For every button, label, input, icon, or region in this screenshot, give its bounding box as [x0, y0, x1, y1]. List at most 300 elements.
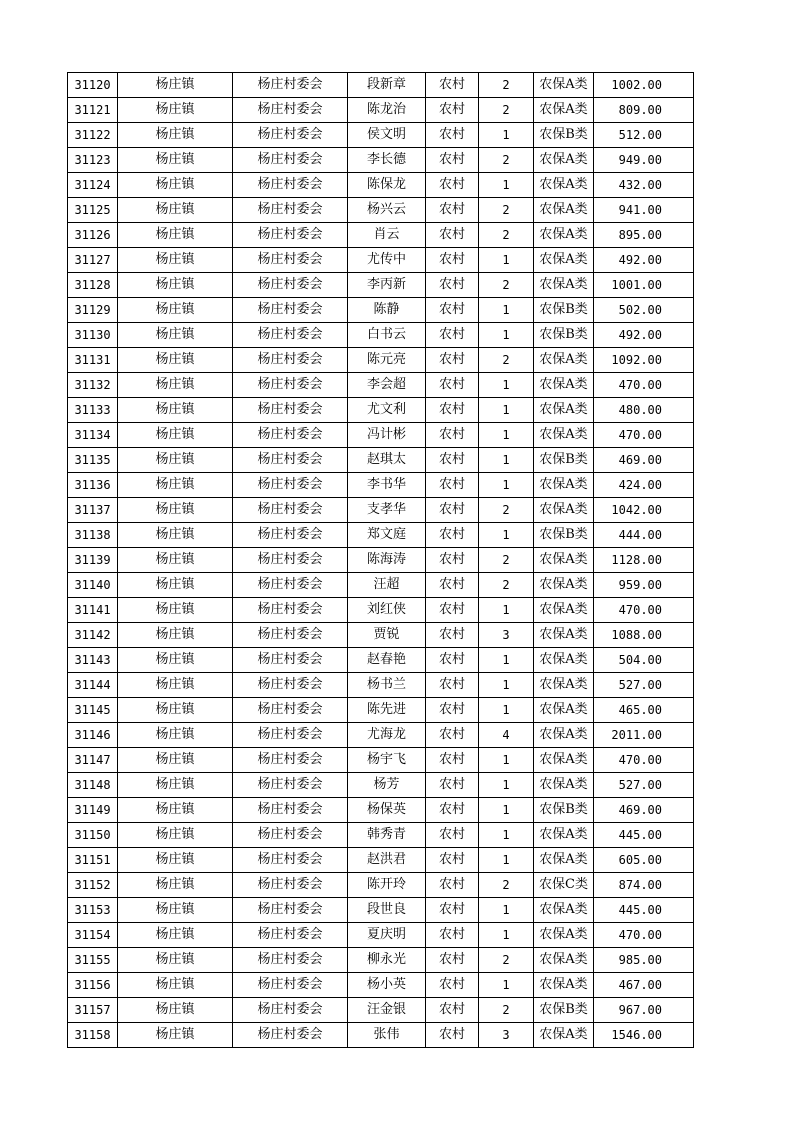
category-cell: 农保A类 — [534, 598, 594, 623]
household-type-cell: 农村 — [426, 948, 479, 973]
amount-cell: 1001.00 — [594, 273, 694, 298]
town-cell: 杨庄镇 — [118, 73, 233, 98]
name-cell: 杨兴云 — [348, 198, 426, 223]
amount-cell: 445.00 — [594, 898, 694, 923]
household-type-cell: 农村 — [426, 1023, 479, 1048]
persons-count-cell: 2 — [479, 198, 534, 223]
amount-cell: 949.00 — [594, 148, 694, 173]
persons-count-cell: 2 — [479, 148, 534, 173]
serial-number-cell: 31133 — [68, 398, 118, 423]
amount-cell: 1088.00 — [594, 623, 694, 648]
town-cell: 杨庄镇 — [118, 623, 233, 648]
household-type-cell: 农村 — [426, 998, 479, 1023]
village-committee-cell: 杨庄村委会 — [233, 973, 348, 998]
category-cell: 农保A类 — [534, 748, 594, 773]
household-type-cell: 农村 — [426, 148, 479, 173]
village-committee-cell: 杨庄村委会 — [233, 198, 348, 223]
village-committee-cell: 杨庄村委会 — [233, 423, 348, 448]
household-type-cell: 农村 — [426, 173, 479, 198]
relief-register-table — [67, 72, 694, 1048]
table-row — [68, 973, 694, 998]
serial-number-cell: 31141 — [68, 598, 118, 623]
category-cell: 农保A类 — [534, 773, 594, 798]
village-committee-cell: 杨庄村委会 — [233, 898, 348, 923]
persons-count-cell: 1 — [479, 898, 534, 923]
name-cell: 汪超 — [348, 573, 426, 598]
table-row — [68, 423, 694, 448]
amount-cell: 445.00 — [594, 823, 694, 848]
town-cell: 杨庄镇 — [118, 423, 233, 448]
table-row — [68, 798, 694, 823]
table-body — [68, 73, 694, 1048]
table-row — [68, 398, 694, 423]
serial-number-cell: 31139 — [68, 548, 118, 573]
table-row — [68, 898, 694, 923]
serial-number-cell: 31148 — [68, 773, 118, 798]
serial-number-cell: 31126 — [68, 223, 118, 248]
household-type-cell: 农村 — [426, 973, 479, 998]
serial-number-cell: 31121 — [68, 98, 118, 123]
persons-count-cell: 1 — [479, 773, 534, 798]
serial-number-cell: 31157 — [68, 998, 118, 1023]
category-cell: 农保A类 — [534, 473, 594, 498]
category-cell: 农保A类 — [534, 223, 594, 248]
town-cell: 杨庄镇 — [118, 598, 233, 623]
name-cell: 陈龙治 — [348, 98, 426, 123]
serial-number-cell: 31131 — [68, 348, 118, 373]
village-committee-cell: 杨庄村委会 — [233, 98, 348, 123]
household-type-cell: 农村 — [426, 298, 479, 323]
amount-cell: 1128.00 — [594, 548, 694, 573]
serial-number-cell: 31156 — [68, 973, 118, 998]
table-row — [68, 673, 694, 698]
household-type-cell: 农村 — [426, 623, 479, 648]
household-type-cell: 农村 — [426, 123, 479, 148]
table-row — [68, 123, 694, 148]
village-committee-cell: 杨庄村委会 — [233, 498, 348, 523]
village-committee-cell: 杨庄村委会 — [233, 373, 348, 398]
name-cell: 李长德 — [348, 148, 426, 173]
serial-number-cell: 31153 — [68, 898, 118, 923]
table-row — [68, 273, 694, 298]
table-row — [68, 848, 694, 873]
household-type-cell: 农村 — [426, 598, 479, 623]
household-type-cell: 农村 — [426, 773, 479, 798]
name-cell: 柳永光 — [348, 948, 426, 973]
amount-cell: 444.00 — [594, 523, 694, 548]
table-row — [68, 598, 694, 623]
amount-cell: 967.00 — [594, 998, 694, 1023]
persons-count-cell: 1 — [479, 973, 534, 998]
persons-count-cell: 4 — [479, 723, 534, 748]
category-cell: 农保A类 — [534, 548, 594, 573]
name-cell: 杨芳 — [348, 773, 426, 798]
persons-count-cell: 2 — [479, 948, 534, 973]
table-row — [68, 998, 694, 1023]
name-cell: 陈静 — [348, 298, 426, 323]
persons-count-cell: 2 — [479, 573, 534, 598]
name-cell: 杨小英 — [348, 973, 426, 998]
household-type-cell: 农村 — [426, 248, 479, 273]
name-cell: 杨保英 — [348, 798, 426, 823]
amount-cell: 512.00 — [594, 123, 694, 148]
village-committee-cell: 杨庄村委会 — [233, 473, 348, 498]
town-cell: 杨庄镇 — [118, 298, 233, 323]
town-cell: 杨庄镇 — [118, 98, 233, 123]
table-row — [68, 623, 694, 648]
serial-number-cell: 31150 — [68, 823, 118, 848]
persons-count-cell: 2 — [479, 548, 534, 573]
town-cell: 杨庄镇 — [118, 1023, 233, 1048]
name-cell: 李书华 — [348, 473, 426, 498]
amount-cell: 470.00 — [594, 923, 694, 948]
persons-count-cell: 1 — [479, 173, 534, 198]
category-cell: 农保A类 — [534, 373, 594, 398]
name-cell: 汪金银 — [348, 998, 426, 1023]
name-cell: 韩秀青 — [348, 823, 426, 848]
table-row — [68, 648, 694, 673]
category-cell: 农保B类 — [534, 998, 594, 1023]
name-cell: 杨宇飞 — [348, 748, 426, 773]
persons-count-cell: 1 — [479, 798, 534, 823]
village-committee-cell: 杨庄村委会 — [233, 748, 348, 773]
amount-cell: 432.00 — [594, 173, 694, 198]
name-cell: 张伟 — [348, 1023, 426, 1048]
amount-cell: 467.00 — [594, 973, 694, 998]
serial-number-cell: 31143 — [68, 648, 118, 673]
serial-number-cell: 31124 — [68, 173, 118, 198]
serial-number-cell: 31134 — [68, 423, 118, 448]
table-row — [68, 223, 694, 248]
name-cell: 郑文庭 — [348, 523, 426, 548]
town-cell: 杨庄镇 — [118, 498, 233, 523]
persons-count-cell: 1 — [479, 648, 534, 673]
household-type-cell: 农村 — [426, 348, 479, 373]
persons-count-cell: 2 — [479, 223, 534, 248]
persons-count-cell: 1 — [479, 323, 534, 348]
village-committee-cell: 杨庄村委会 — [233, 398, 348, 423]
name-cell: 段新章 — [348, 73, 426, 98]
amount-cell: 1092.00 — [594, 348, 694, 373]
village-committee-cell: 杨庄村委会 — [233, 773, 348, 798]
household-type-cell: 农村 — [426, 648, 479, 673]
amount-cell: 469.00 — [594, 798, 694, 823]
village-committee-cell: 杨庄村委会 — [233, 823, 348, 848]
serial-number-cell: 31155 — [68, 948, 118, 973]
table-row — [68, 948, 694, 973]
category-cell: 农保B类 — [534, 448, 594, 473]
category-cell: 农保A类 — [534, 573, 594, 598]
name-cell: 白书云 — [348, 323, 426, 348]
household-type-cell: 农村 — [426, 373, 479, 398]
amount-cell: 985.00 — [594, 948, 694, 973]
household-type-cell: 农村 — [426, 398, 479, 423]
town-cell: 杨庄镇 — [118, 948, 233, 973]
household-type-cell: 农村 — [426, 823, 479, 848]
serial-number-cell: 31137 — [68, 498, 118, 523]
table-row — [68, 173, 694, 198]
name-cell: 支孝华 — [348, 498, 426, 523]
name-cell: 杨书兰 — [348, 673, 426, 698]
category-cell: 农保C类 — [534, 873, 594, 898]
town-cell: 杨庄镇 — [118, 923, 233, 948]
table-row — [68, 498, 694, 523]
town-cell: 杨庄镇 — [118, 148, 233, 173]
town-cell: 杨庄镇 — [118, 848, 233, 873]
town-cell: 杨庄镇 — [118, 748, 233, 773]
serial-number-cell: 31145 — [68, 698, 118, 723]
category-cell: 农保B类 — [534, 798, 594, 823]
persons-count-cell: 3 — [479, 623, 534, 648]
serial-number-cell: 31152 — [68, 873, 118, 898]
household-type-cell: 农村 — [426, 498, 479, 523]
table-row — [68, 73, 694, 98]
town-cell: 杨庄镇 — [118, 448, 233, 473]
town-cell: 杨庄镇 — [118, 123, 233, 148]
table-row — [68, 773, 694, 798]
category-cell: 农保B类 — [534, 323, 594, 348]
persons-count-cell: 2 — [479, 73, 534, 98]
serial-number-cell: 31125 — [68, 198, 118, 223]
household-type-cell: 农村 — [426, 73, 479, 98]
town-cell: 杨庄镇 — [118, 873, 233, 898]
persons-count-cell: 1 — [479, 298, 534, 323]
amount-cell: 605.00 — [594, 848, 694, 873]
name-cell: 李丙新 — [348, 273, 426, 298]
serial-number-cell: 31154 — [68, 923, 118, 948]
village-committee-cell: 杨庄村委会 — [233, 598, 348, 623]
name-cell: 赵洪君 — [348, 848, 426, 873]
category-cell: 农保A类 — [534, 398, 594, 423]
amount-cell: 469.00 — [594, 448, 694, 473]
category-cell: 农保A类 — [534, 823, 594, 848]
town-cell: 杨庄镇 — [118, 273, 233, 298]
town-cell: 杨庄镇 — [118, 573, 233, 598]
table-row — [68, 473, 694, 498]
village-committee-cell: 杨庄村委会 — [233, 873, 348, 898]
household-type-cell: 农村 — [426, 798, 479, 823]
table-row — [68, 198, 694, 223]
village-committee-cell: 杨庄村委会 — [233, 848, 348, 873]
table-row — [68, 873, 694, 898]
name-cell: 肖云 — [348, 223, 426, 248]
persons-count-cell: 1 — [479, 248, 534, 273]
persons-count-cell: 1 — [479, 598, 534, 623]
persons-count-cell: 1 — [479, 123, 534, 148]
category-cell: 农保A类 — [534, 98, 594, 123]
town-cell: 杨庄镇 — [118, 373, 233, 398]
category-cell: 农保A类 — [534, 923, 594, 948]
table-row — [68, 1023, 694, 1048]
persons-count-cell: 2 — [479, 873, 534, 898]
village-committee-cell: 杨庄村委会 — [233, 998, 348, 1023]
town-cell: 杨庄镇 — [118, 523, 233, 548]
name-cell: 段世良 — [348, 898, 426, 923]
category-cell: 农保A类 — [534, 73, 594, 98]
village-committee-cell: 杨庄村委会 — [233, 698, 348, 723]
persons-count-cell: 1 — [479, 698, 534, 723]
village-committee-cell: 杨庄村委会 — [233, 123, 348, 148]
name-cell: 李会超 — [348, 373, 426, 398]
village-committee-cell: 杨庄村委会 — [233, 448, 348, 473]
serial-number-cell: 31142 — [68, 623, 118, 648]
name-cell: 刘红侠 — [348, 598, 426, 623]
household-type-cell: 农村 — [426, 548, 479, 573]
persons-count-cell: 1 — [479, 823, 534, 848]
household-type-cell: 农村 — [426, 923, 479, 948]
serial-number-cell: 31147 — [68, 748, 118, 773]
town-cell: 杨庄镇 — [118, 173, 233, 198]
category-cell: 农保A类 — [534, 273, 594, 298]
category-cell: 农保A类 — [534, 898, 594, 923]
serial-number-cell: 31146 — [68, 723, 118, 748]
household-type-cell: 农村 — [426, 198, 479, 223]
persons-count-cell: 2 — [479, 348, 534, 373]
serial-number-cell: 31129 — [68, 298, 118, 323]
table-row — [68, 448, 694, 473]
serial-number-cell: 31128 — [68, 273, 118, 298]
category-cell: 农保A类 — [534, 173, 594, 198]
town-cell: 杨庄镇 — [118, 898, 233, 923]
category-cell: 农保B类 — [534, 123, 594, 148]
amount-cell: 1546.00 — [594, 1023, 694, 1048]
town-cell: 杨庄镇 — [118, 673, 233, 698]
household-type-cell: 农村 — [426, 573, 479, 598]
persons-count-cell: 1 — [479, 923, 534, 948]
amount-cell: 470.00 — [594, 373, 694, 398]
table-row — [68, 348, 694, 373]
name-cell: 陈保龙 — [348, 173, 426, 198]
category-cell: 农保A类 — [534, 973, 594, 998]
town-cell: 杨庄镇 — [118, 998, 233, 1023]
category-cell: 农保B类 — [534, 298, 594, 323]
category-cell: 农保A类 — [534, 198, 594, 223]
household-type-cell: 农村 — [426, 323, 479, 348]
table-row — [68, 248, 694, 273]
amount-cell: 504.00 — [594, 648, 694, 673]
serial-number-cell: 31135 — [68, 448, 118, 473]
persons-count-cell: 1 — [479, 448, 534, 473]
town-cell: 杨庄镇 — [118, 648, 233, 673]
household-type-cell: 农村 — [426, 898, 479, 923]
table-row — [68, 698, 694, 723]
village-committee-cell: 杨庄村委会 — [233, 523, 348, 548]
village-committee-cell: 杨庄村委会 — [233, 323, 348, 348]
household-type-cell: 农村 — [426, 473, 479, 498]
household-type-cell: 农村 — [426, 873, 479, 898]
table-row — [68, 323, 694, 348]
table-row — [68, 98, 694, 123]
serial-number-cell: 31158 — [68, 1023, 118, 1048]
household-type-cell: 农村 — [426, 848, 479, 873]
village-committee-cell: 杨庄村委会 — [233, 73, 348, 98]
village-committee-cell: 杨庄村委会 — [233, 298, 348, 323]
category-cell: 农保A类 — [534, 423, 594, 448]
name-cell: 侯文明 — [348, 123, 426, 148]
persons-count-cell: 2 — [479, 998, 534, 1023]
table-row — [68, 573, 694, 598]
household-type-cell: 农村 — [426, 273, 479, 298]
village-committee-cell: 杨庄村委会 — [233, 573, 348, 598]
serial-number-cell: 31144 — [68, 673, 118, 698]
persons-count-cell: 1 — [479, 423, 534, 448]
amount-cell: 502.00 — [594, 298, 694, 323]
household-type-cell: 农村 — [426, 523, 479, 548]
name-cell: 赵春艳 — [348, 648, 426, 673]
village-committee-cell: 杨庄村委会 — [233, 248, 348, 273]
category-cell: 农保A类 — [534, 698, 594, 723]
category-cell: 农保A类 — [534, 648, 594, 673]
name-cell: 冯计彬 — [348, 423, 426, 448]
town-cell: 杨庄镇 — [118, 823, 233, 848]
persons-count-cell: 2 — [479, 98, 534, 123]
persons-count-cell: 2 — [479, 498, 534, 523]
name-cell: 陈开玲 — [348, 873, 426, 898]
table-row — [68, 723, 694, 748]
household-type-cell: 农村 — [426, 98, 479, 123]
table-row — [68, 148, 694, 173]
town-cell: 杨庄镇 — [118, 323, 233, 348]
serial-number-cell: 31149 — [68, 798, 118, 823]
village-committee-cell: 杨庄村委会 — [233, 548, 348, 573]
category-cell: 农保A类 — [534, 623, 594, 648]
persons-count-cell: 1 — [479, 523, 534, 548]
category-cell: 农保A类 — [534, 348, 594, 373]
village-committee-cell: 杨庄村委会 — [233, 623, 348, 648]
town-cell: 杨庄镇 — [118, 798, 233, 823]
amount-cell: 527.00 — [594, 773, 694, 798]
serial-number-cell: 31120 — [68, 73, 118, 98]
persons-count-cell: 2 — [479, 273, 534, 298]
name-cell: 陈元亮 — [348, 348, 426, 373]
amount-cell: 470.00 — [594, 423, 694, 448]
amount-cell: 809.00 — [594, 98, 694, 123]
village-committee-cell: 杨庄村委会 — [233, 273, 348, 298]
amount-cell: 465.00 — [594, 698, 694, 723]
village-committee-cell: 杨庄村委会 — [233, 223, 348, 248]
household-type-cell: 农村 — [426, 448, 479, 473]
village-committee-cell: 杨庄村委会 — [233, 923, 348, 948]
town-cell: 杨庄镇 — [118, 348, 233, 373]
amount-cell: 1042.00 — [594, 498, 694, 523]
village-committee-cell: 杨庄村委会 — [233, 173, 348, 198]
table-row — [68, 748, 694, 773]
serial-number-cell: 31122 — [68, 123, 118, 148]
table-row — [68, 823, 694, 848]
persons-count-cell: 1 — [479, 748, 534, 773]
name-cell: 尤文利 — [348, 398, 426, 423]
category-cell: 农保A类 — [534, 498, 594, 523]
table-row — [68, 298, 694, 323]
serial-number-cell: 31136 — [68, 473, 118, 498]
table-row — [68, 523, 694, 548]
category-cell: 农保A类 — [534, 723, 594, 748]
household-type-cell: 农村 — [426, 723, 479, 748]
category-cell: 农保A类 — [534, 848, 594, 873]
name-cell: 贾锐 — [348, 623, 426, 648]
town-cell: 杨庄镇 — [118, 398, 233, 423]
amount-cell: 492.00 — [594, 323, 694, 348]
amount-cell: 527.00 — [594, 673, 694, 698]
category-cell: 农保A类 — [534, 148, 594, 173]
serial-number-cell: 31127 — [68, 248, 118, 273]
category-cell: 农保B类 — [534, 523, 594, 548]
serial-number-cell: 31132 — [68, 373, 118, 398]
village-committee-cell: 杨庄村委会 — [233, 1023, 348, 1048]
town-cell: 杨庄镇 — [118, 773, 233, 798]
serial-number-cell: 31140 — [68, 573, 118, 598]
category-cell: 农保A类 — [534, 673, 594, 698]
